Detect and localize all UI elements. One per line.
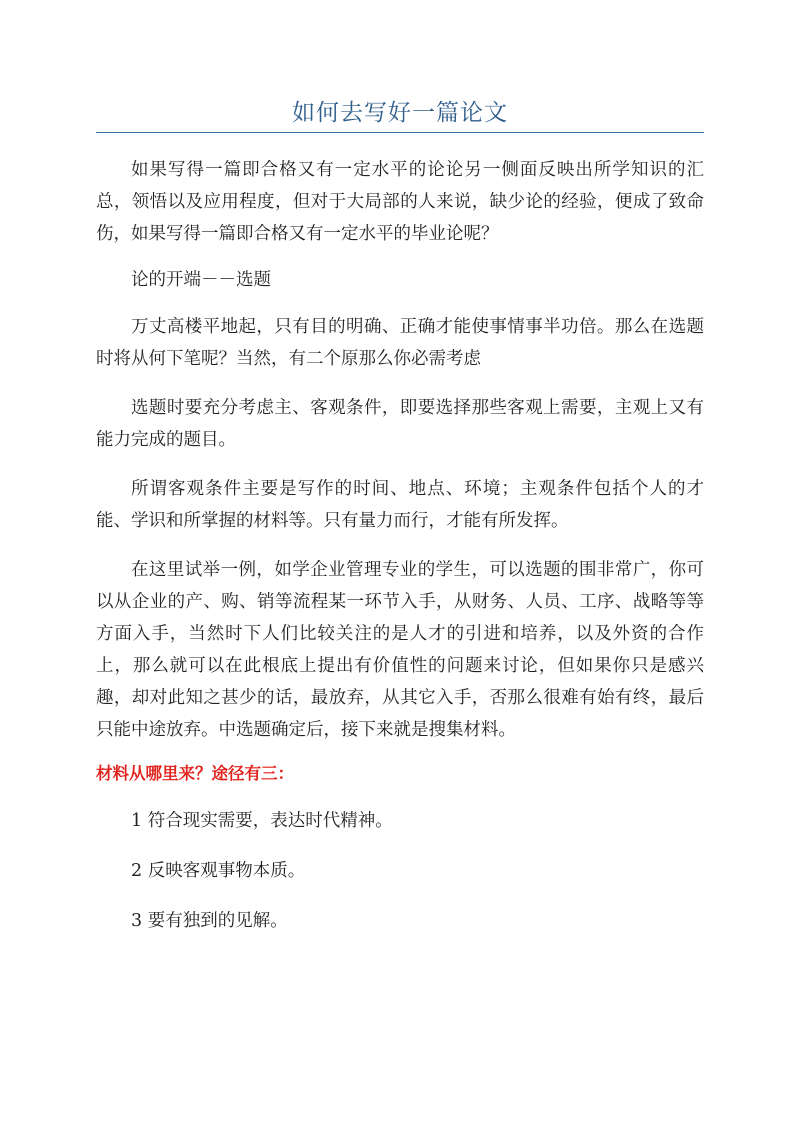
- paragraph-objective-subjective: 所谓客观条件主要是写作的时间、地点、环境；主观条件包括个人的才能、学识和所掌握的材料等。只有量力而行，才能有所发挥。: [96, 479, 704, 531]
- paragraph-example: 在这里试举一例，如学企业管理专业的学生，可以选题的围非常广，你可以从企业的产、购、销等流程某一环节入手，从财务、人员、工序、战略等等方面入手，当然时下人们比较关注的是人才的引进和培养，以及外资的合作上，那么就可以在此根底上提出有价值性的问题来讨论，但如果你只是感兴趣，却对此知之甚少的话，最放弃，从其它入手，否那么很难有始有终，最后只能中途放弃。中选题确定后，接下来就是搜集材料。: [96, 560, 704, 740]
- paragraph-foundation: 万丈高楼平地起，只有目的明确、正确才能使事情事半功倍。那么在选题时将从何下笔呢？当然，有二个原那么你必需考虑: [96, 317, 704, 369]
- list-item: 1 符合现实需要，表达时代精神。: [131, 811, 393, 831]
- list-item: 3 要有独到的见解。: [131, 911, 288, 931]
- paragraph-intro: 如果写得一篇即合格又有一定水平的论论另一侧面反映出所学知识的汇总，领悟以及应用程度，但对于大局部的人来说，缺少论的经验，便成了致命伤，如果写得一篇即合格又有一定水平的毕业论呢？: [96, 160, 704, 244]
- title-underline: [96, 132, 704, 133]
- paragraph-conditions: 选题时要充分考虑主、客观条件，即要选择那些客观上需要，主观上又有能力完成的题目。: [96, 398, 704, 450]
- document-body: [96, 154, 704, 955]
- list-item: 2 反映客观事物本质。: [131, 861, 306, 881]
- paragraph-section-title: 论的开端－－选题: [131, 270, 271, 290]
- materials-heading: 材料从哪里来？途径有三：: [96, 764, 294, 783]
- document-title: 如何去写好一篇论文: [292, 100, 508, 126]
